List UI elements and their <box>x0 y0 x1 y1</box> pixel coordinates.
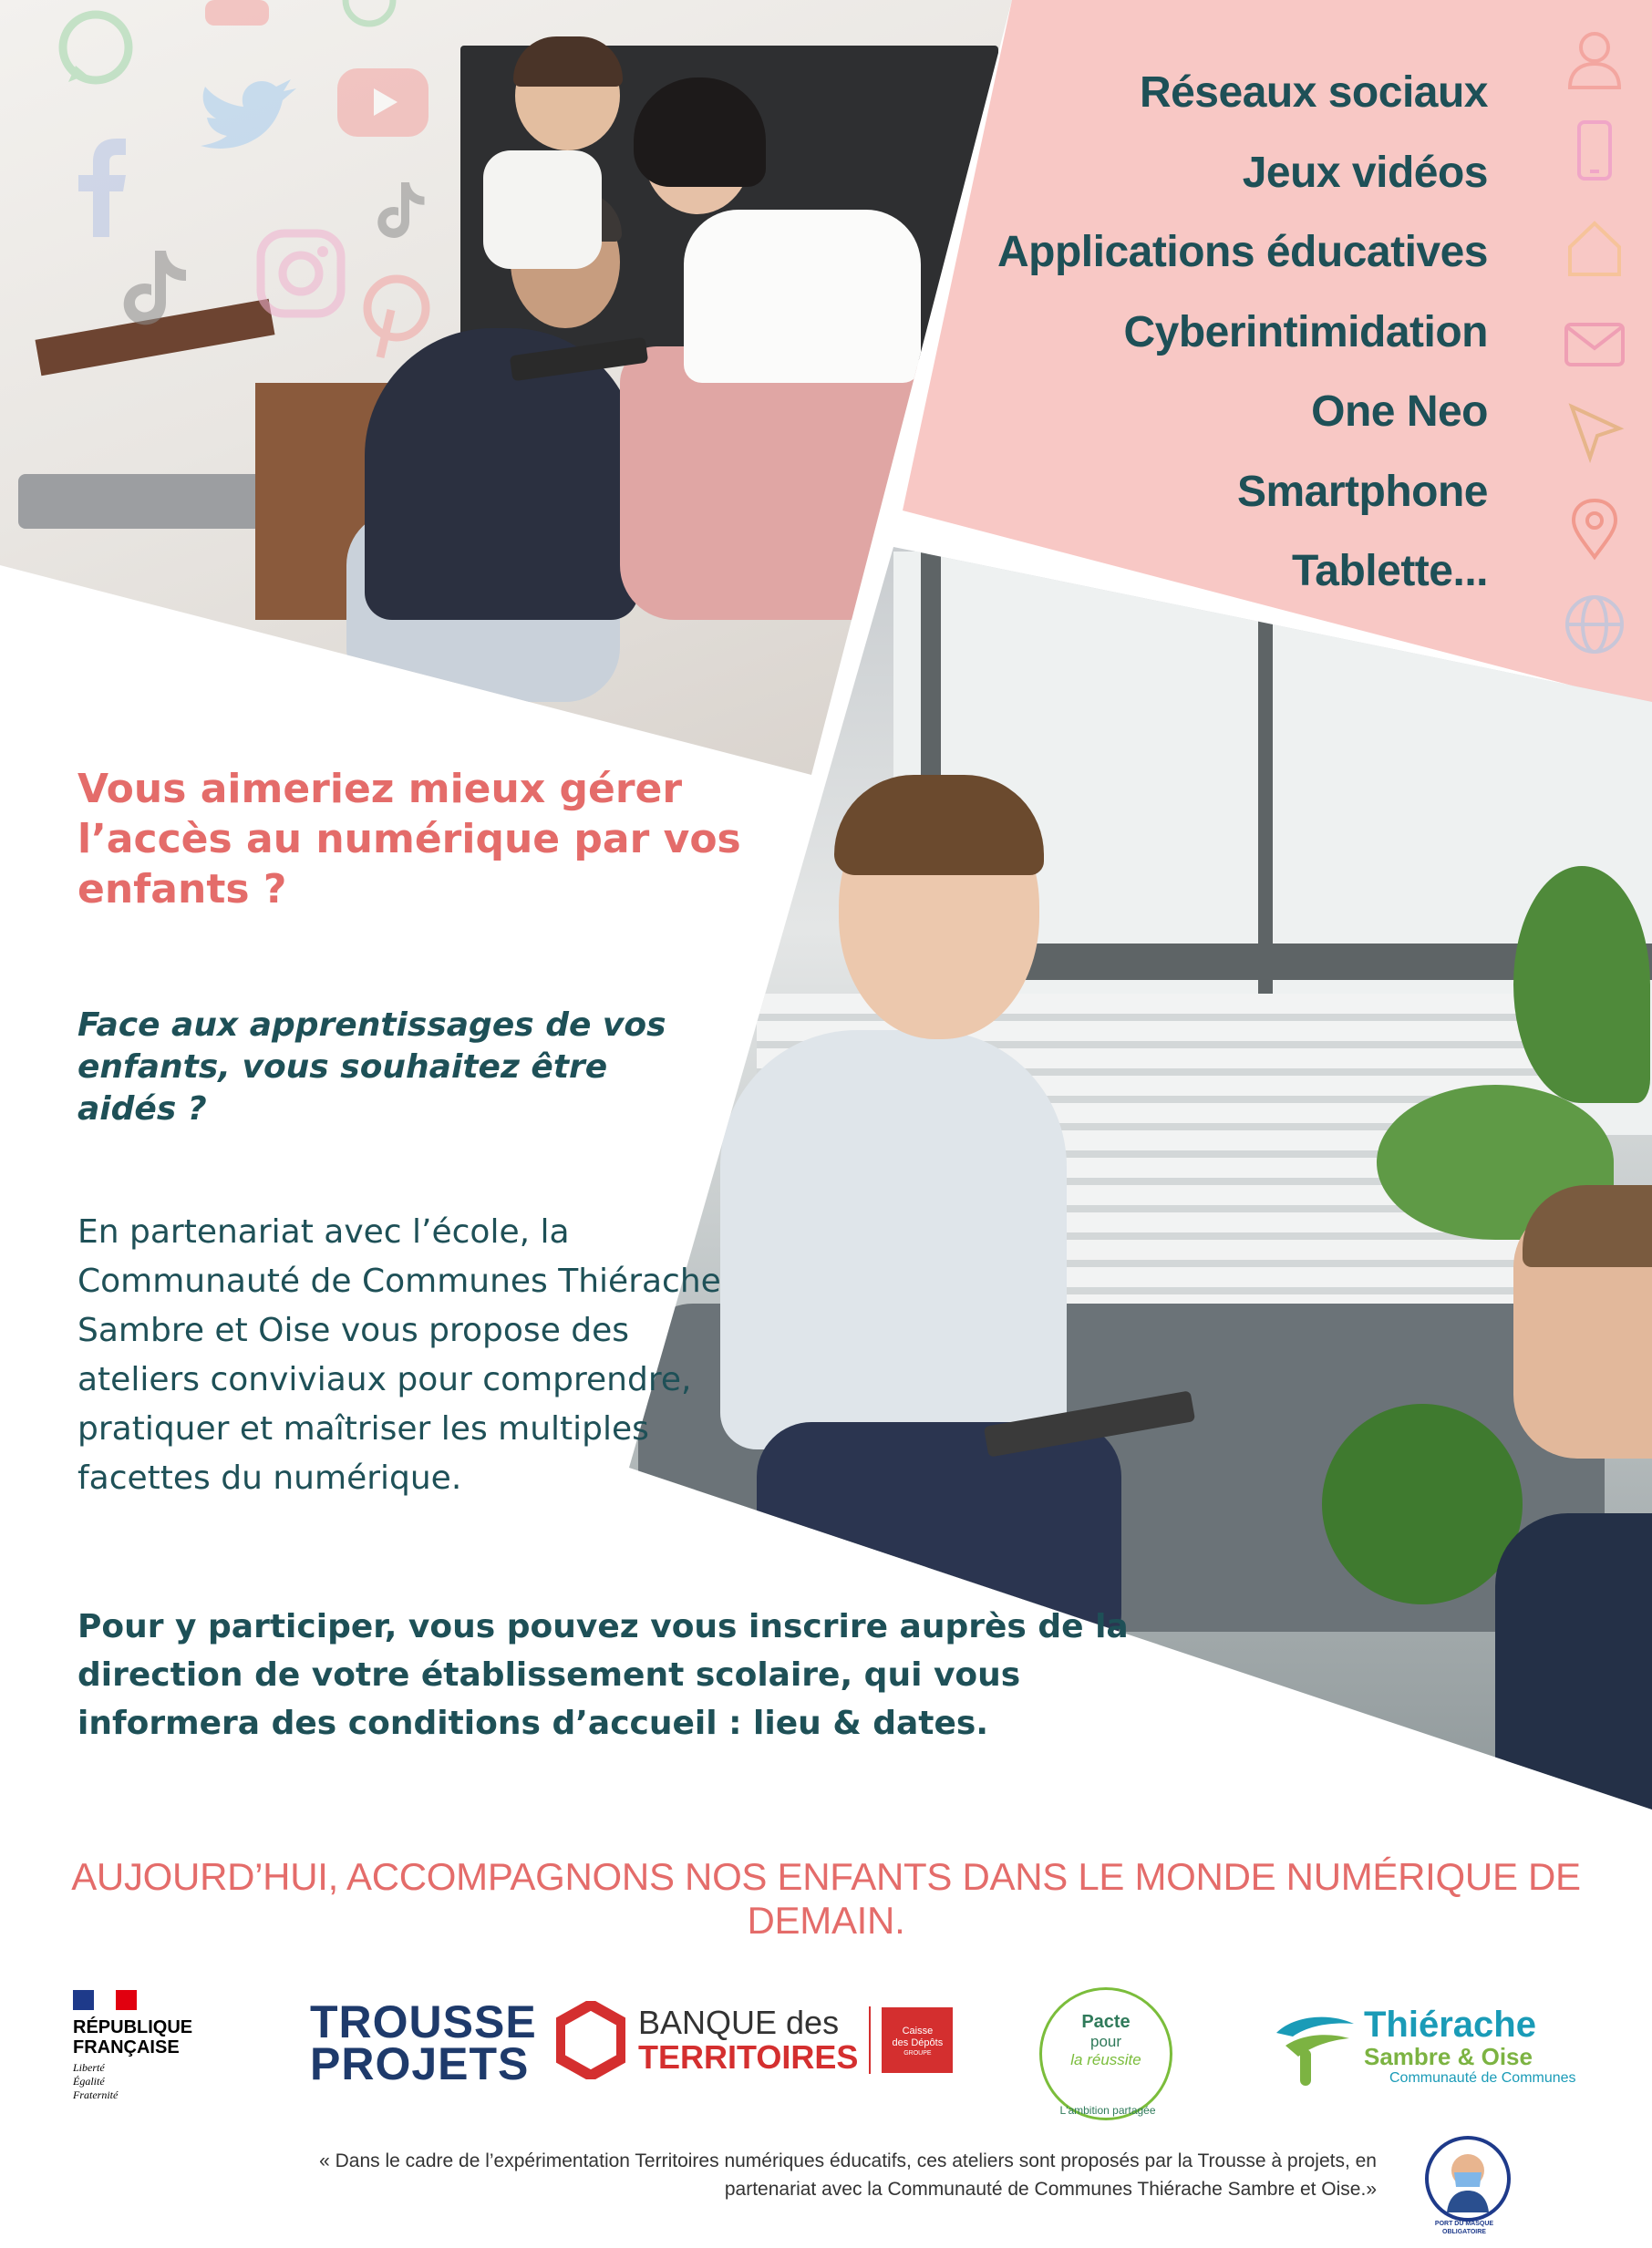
rf-motto3: Fraternité <box>73 2088 119 2101</box>
hexagon-icon <box>556 2001 625 2079</box>
rf-motto2: Égalité <box>73 2075 105 2088</box>
tso-sub: Sambre & Oise <box>1364 2043 1533 2070</box>
child-hair <box>513 36 623 87</box>
child-body <box>483 150 602 269</box>
facebook-icon <box>73 137 128 237</box>
youtube-icon-top <box>205 0 269 27</box>
pacte-pour-la-reussite-logo <box>1039 1987 1176 2117</box>
topics-list <box>997 53 1488 612</box>
youtube-icon <box>337 68 428 137</box>
french-flag-icon <box>73 1990 137 2010</box>
topic-video-games: Jeux vidéos <box>1242 148 1488 197</box>
mask-badge-label <box>1418 2220 1511 2236</box>
mail-icon <box>1563 312 1626 376</box>
body-paragraph: En partenariat avec l’école, la Communauté de Communes Thiérache Sambre et Oise vous propose des ateliers conviviaux pour comprendre, pratiquer et maîtriser les multiples facettes du numérique. <box>77 1213 721 1497</box>
home-icon <box>1563 216 1626 280</box>
whatsapp-icon <box>50 9 141 91</box>
user-icon <box>1563 27 1626 91</box>
subheadline: Face aux apprentissages de vos enfants, vous souhaitez être aidés ? <box>77 1006 666 1128</box>
tso-cc: Communauté de Communes <box>1389 2070 1576 2086</box>
mask-required-badge <box>1425 2136 1511 2222</box>
globe-icon <box>1563 593 1626 656</box>
rf-line1: RÉPUBLIQUE <box>73 2017 193 2037</box>
instagram-icon <box>255 228 346 319</box>
topic-cyberbullying: Cyberintimidation <box>1123 307 1488 356</box>
topic-tablet: Tablette... <box>1292 547 1488 595</box>
plant <box>1513 866 1650 1103</box>
pinterest-icon <box>360 273 433 360</box>
topic-one-neo: One Neo <box>1311 387 1488 436</box>
rf-motto1: Liberté <box>73 2061 105 2074</box>
whatsapp-icon-top <box>337 0 401 27</box>
caisse-des-depots-badge <box>882 2007 953 2073</box>
banque-des-territoires-logo <box>556 2001 953 2079</box>
pacte-line2: pour <box>1089 2033 1122 2050</box>
adult-shirt <box>1495 1513 1652 1814</box>
tiktok-icon-small <box>374 178 428 242</box>
rf-line2: FRANÇAISE <box>73 2037 180 2057</box>
tiktok-icon <box>119 246 191 328</box>
mother-skirt <box>620 346 921 620</box>
pacte-circle-icon <box>1039 1987 1172 2120</box>
mask-badge-line2: OBLIGATOIRE <box>1442 2229 1486 2235</box>
trousse-line1: TROUSSE <box>310 1996 537 2047</box>
face-mask-icon <box>1429 2140 1507 2218</box>
boy-shirt <box>720 1030 1067 1449</box>
trousse-line2: PROJETS <box>310 2038 530 2089</box>
phone-icon <box>1563 119 1626 182</box>
mother-body <box>684 210 921 383</box>
headline: Vous aimeriez mieux gérer l’accès au numérique par vos enfants ? <box>77 766 741 913</box>
republique-francaise-logo <box>73 1990 192 2102</box>
tso-swoosh-icon <box>1267 2006 1358 2088</box>
cursor-icon <box>1563 401 1626 465</box>
cdc-line3: GROUPE <box>903 2050 932 2057</box>
bdt-divider <box>869 2006 871 2074</box>
slogan-banner: AUJOURD’HUI, ACCOMPAGNONS NOS ENFANTS DANS LE MONDE NUMÉRIQUE DE DEMAIN. <box>71 1855 1581 1942</box>
cdc-line1: Caisse <box>902 2026 934 2037</box>
father-body <box>365 328 638 620</box>
trousse-a-projets-logo <box>310 1996 537 2089</box>
bdt-text <box>638 2006 858 2075</box>
cdc-line2: des Dépôts <box>892 2037 944 2048</box>
armchair-seat <box>18 474 274 529</box>
pacte-line3: la réussite <box>1070 2051 1141 2068</box>
mask-badge-line1: PORT DU MASQUE <box>1434 2221 1494 2227</box>
twitter-icon <box>196 77 301 164</box>
topic-educational-apps: Applications éducatives <box>997 228 1488 276</box>
pacte-line1: Pacte <box>1081 2012 1131 2032</box>
topic-smartphone: Smartphone <box>1236 467 1488 516</box>
footnote: « Dans le cadre de l’expérimentation Territoires numériques éducatifs, ces ateliers sont proposés par la Trousse à projets, en partenariat avec la Communauté de Communes Thiérache Sambre et Oise.» <box>319 2150 1377 2200</box>
tso-name: Thiérache <box>1364 2005 1536 2045</box>
topic-social-networks: Réseaux sociaux <box>1139 68 1488 117</box>
bdt-sub: TERRITOIRES <box>638 2038 859 2076</box>
plant-bush <box>1322 1404 1523 1604</box>
thierache-sambre-oise-logo <box>1267 2006 1576 2088</box>
location-pin-icon <box>1563 497 1626 561</box>
pacte-tagline: L'ambition partagée <box>1059 2104 1156 2117</box>
bdt-name: BANQUE des <box>638 2004 840 2041</box>
call-to-action: Pour y participer, vous pouvez vous inscrire auprès de la direction de votre établissement scolaire, qui vous informera des conditions d’accueil : lieu & dates. <box>77 1608 1129 1742</box>
tso-text <box>1364 2006 1576 2088</box>
